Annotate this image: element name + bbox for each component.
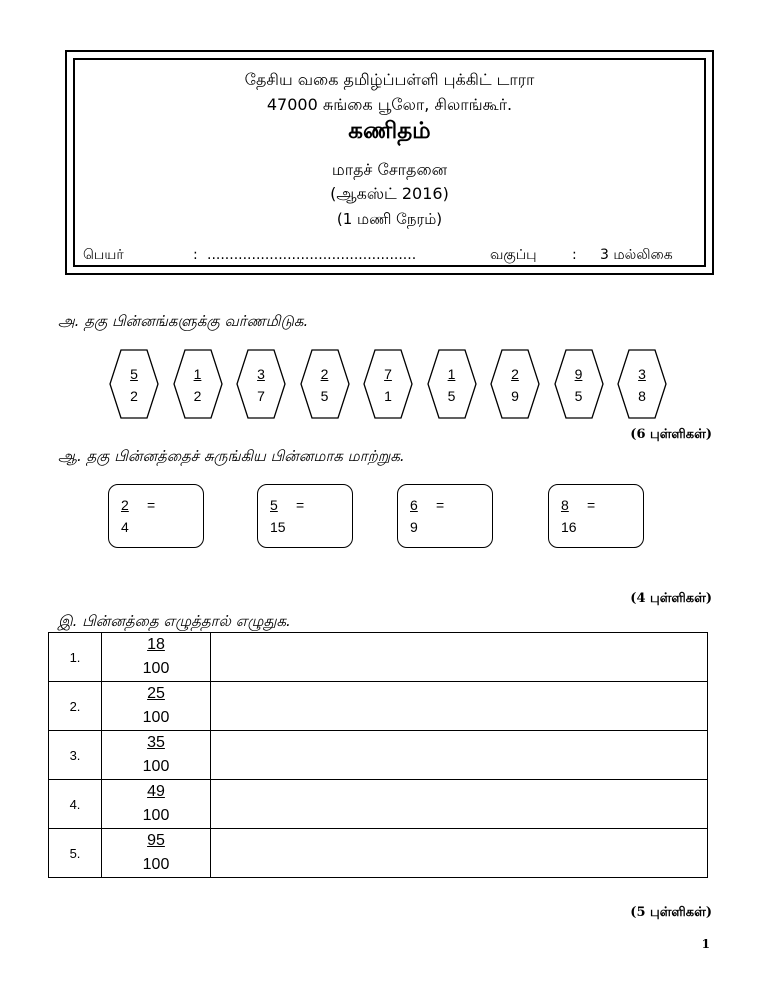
fraction-denominator: 5 xyxy=(447,388,456,404)
fraction-numerator: 2 xyxy=(121,497,129,513)
answer-cell[interactable] xyxy=(211,682,708,731)
hexagon-shape xyxy=(236,349,286,419)
name-field[interactable]: ............................................... xyxy=(207,247,417,263)
fraction-words-table xyxy=(48,632,708,878)
fraction-numerator: 1 xyxy=(193,366,202,382)
section-a-points: (6 புள்ளிகள்) xyxy=(630,427,712,442)
answer-cell[interactable] xyxy=(211,633,708,682)
section-c-title: இ. பின்னத்தை எழுத்தால் எழுதுக. xyxy=(58,612,291,630)
name-label: பெயர் xyxy=(83,247,124,263)
exam-duration: (1 மணி நேரம்) xyxy=(336,210,443,228)
equals-sign: = xyxy=(587,497,596,513)
fraction-numerator: 35 xyxy=(147,734,165,751)
fraction-numerator: 3 xyxy=(638,366,646,382)
fraction-hexagon[interactable] xyxy=(617,349,667,419)
equals-sign: = xyxy=(147,497,156,513)
subject-title: கணிதம் xyxy=(348,118,431,144)
fraction-denominator: 100 xyxy=(142,856,170,873)
equals-sign: = xyxy=(296,497,305,513)
fraction-numerator: 25 xyxy=(147,685,165,702)
page-number: 1 xyxy=(701,937,710,951)
fraction-numerator: 3 xyxy=(257,366,265,382)
fraction-denominator: 9 xyxy=(511,388,519,404)
fraction-hexagon[interactable] xyxy=(427,349,477,419)
fraction-denominator: 100 xyxy=(142,807,170,824)
fraction-numerator: 2 xyxy=(320,366,329,382)
table-row xyxy=(49,731,708,780)
answer-cell[interactable] xyxy=(211,829,708,878)
fraction-denominator: 7 xyxy=(257,388,265,404)
class-value: 3 மல்லிகை xyxy=(600,247,673,263)
table-row xyxy=(49,682,708,731)
hexagon-shape xyxy=(490,349,540,419)
fraction-cell xyxy=(102,829,211,878)
table-row xyxy=(49,780,708,829)
header-box xyxy=(65,50,714,275)
fraction-cell xyxy=(102,780,211,829)
fraction-hexagon[interactable] xyxy=(300,349,350,419)
hexagon-shape xyxy=(173,349,223,419)
row-number: 4. xyxy=(49,780,102,829)
equals-sign: = xyxy=(436,497,445,513)
class-label: வகுப்பு xyxy=(490,247,537,263)
fraction-denominator: 5 xyxy=(574,388,583,404)
fraction-hexagon[interactable] xyxy=(109,349,159,419)
section-b-points: (4 புள்ளிகள்) xyxy=(630,591,712,606)
table-row xyxy=(49,829,708,878)
simplify-answer-box[interactable] xyxy=(397,484,493,548)
fraction-denominator: 100 xyxy=(142,758,170,775)
hexagon-shape xyxy=(363,349,413,419)
fraction-denominator: 100 xyxy=(142,660,170,677)
fraction-hexagon[interactable] xyxy=(490,349,540,419)
fraction-cell xyxy=(102,633,211,682)
hexagon-shape xyxy=(109,349,159,419)
school-address: 47000 சுங்கை பூலோ, சிலாங்கூர். xyxy=(266,95,513,114)
section-b-title: ஆ. தகு பின்னத்தைச் சுருங்கிய பின்னமாக மாற்றுக. xyxy=(58,447,405,465)
fraction-denominator: 2 xyxy=(130,388,138,404)
exam-title: மாதச் சோதனை xyxy=(331,160,448,179)
fraction-numerator: 5 xyxy=(270,497,278,513)
simplify-answer-box[interactable] xyxy=(257,484,353,548)
row-number: 5. xyxy=(49,829,102,878)
hexagon-shape xyxy=(617,349,667,419)
hexagon-shape xyxy=(427,349,477,419)
section-a-title: அ. தகு பின்னங்களுக்கு வர்ணமிடுக. xyxy=(58,312,309,330)
class-colon: : xyxy=(572,247,577,263)
row-number: 3. xyxy=(49,731,102,780)
hexagon-shape xyxy=(300,349,350,419)
fraction-cell xyxy=(102,731,211,780)
row-number: 2. xyxy=(49,682,102,731)
hexagon-fraction-group xyxy=(109,349,689,419)
fraction-numerator: 7 xyxy=(384,366,392,382)
fraction-denominator: 4 xyxy=(121,519,129,535)
fraction-denominator: 5 xyxy=(320,388,329,404)
fraction-numerator: 1 xyxy=(447,366,456,382)
fraction-numerator: 2 xyxy=(511,366,519,382)
fraction-hexagon[interactable] xyxy=(554,349,604,419)
fraction-denominator: 16 xyxy=(561,519,577,535)
hexagon-shape xyxy=(554,349,604,419)
simplify-answer-box[interactable] xyxy=(548,484,644,548)
fraction-hexagon[interactable] xyxy=(363,349,413,419)
school-name: தேசிய வகை தமிழ்ப்பள்ளி புக்கிட் டாரா xyxy=(244,70,535,89)
fraction-denominator: 15 xyxy=(270,519,286,535)
table-row xyxy=(49,633,708,682)
simplify-answer-box[interactable] xyxy=(108,484,204,548)
name-colon: : xyxy=(193,247,198,263)
fraction-numerator: 5 xyxy=(130,366,138,382)
section-c-points: (5 புள்ளிகள்) xyxy=(630,905,712,920)
fraction-numerator: 6 xyxy=(410,497,418,513)
fraction-numerator: 18 xyxy=(147,636,165,653)
fraction-denominator: 100 xyxy=(142,709,170,726)
fraction-denominator: 1 xyxy=(384,388,392,404)
exam-date: (ஆகஸ்ட் 2016) xyxy=(330,184,449,203)
row-number: 1. xyxy=(49,633,102,682)
fraction-cell xyxy=(102,682,211,731)
fraction-numerator: 95 xyxy=(147,832,165,849)
fraction-denominator: 2 xyxy=(193,388,202,404)
fraction-numerator: 8 xyxy=(561,497,569,513)
fraction-hexagon[interactable] xyxy=(173,349,223,419)
fraction-denominator: 8 xyxy=(638,388,646,404)
fraction-hexagon[interactable] xyxy=(236,349,286,419)
fraction-denominator: 9 xyxy=(410,519,418,535)
fraction-numerator: 9 xyxy=(574,366,583,382)
answer-cell[interactable] xyxy=(211,731,708,780)
fraction-numerator: 49 xyxy=(147,783,165,800)
answer-cell[interactable] xyxy=(211,780,708,829)
header-inner-box xyxy=(73,58,706,267)
